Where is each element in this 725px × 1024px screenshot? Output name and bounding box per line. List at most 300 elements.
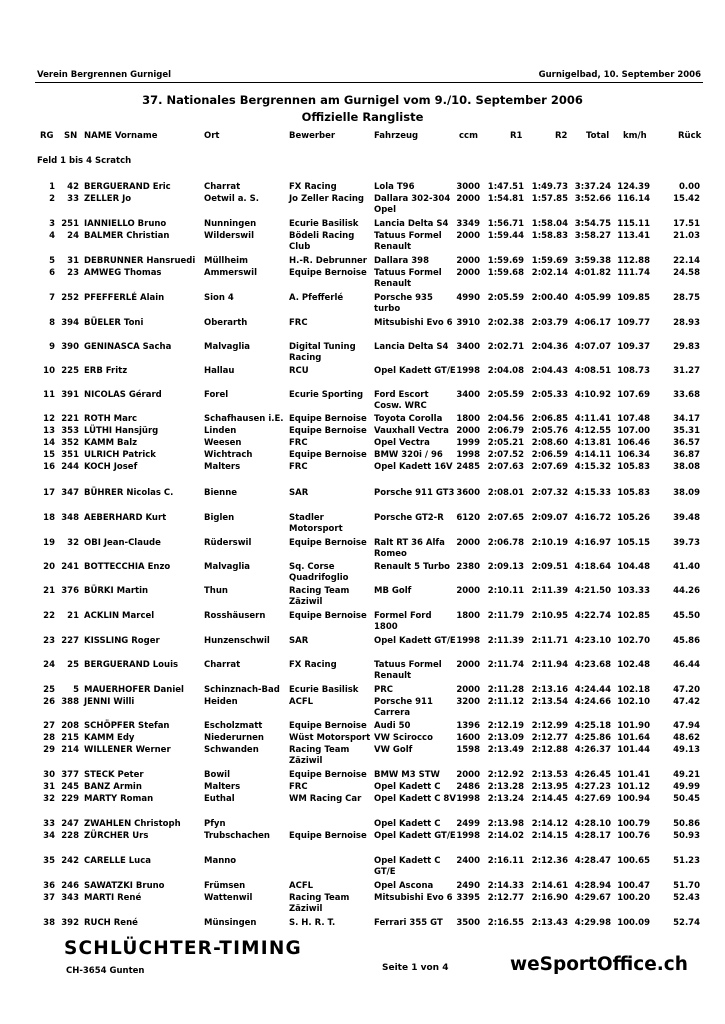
cell-ort: Oberarth bbox=[204, 318, 248, 328]
cell-total: 4:26.45 bbox=[574, 770, 611, 780]
cell-kmh: 102.10 bbox=[617, 697, 650, 707]
cell-rg: 30 bbox=[43, 770, 55, 780]
cell-fahrzeug: Ford Escort Cosw. WRC bbox=[374, 390, 429, 411]
cell-r1: 1:59.44 bbox=[487, 231, 524, 241]
cell-ccm: 1998 bbox=[456, 831, 480, 841]
header-place-date: Gurnigelbad, 10. September 2006 bbox=[538, 70, 701, 80]
cell-rueck: 50.86 bbox=[673, 819, 700, 829]
cell-fahrzeug: Mitsubishi Evo 6 bbox=[374, 893, 453, 903]
cell-r2: 1:58.83 bbox=[531, 231, 568, 241]
cell-fahrzeug: Opel Ascona bbox=[374, 881, 434, 891]
cell-rueck: 39.48 bbox=[673, 513, 700, 523]
cell-sn: 388 bbox=[61, 697, 79, 707]
cell-rg: 20 bbox=[43, 562, 55, 572]
cell-r1: 1:56.71 bbox=[487, 219, 524, 229]
cell-ort: Hallau bbox=[204, 366, 235, 376]
cell-ccm: 2499 bbox=[456, 819, 480, 829]
cell-kmh: 107.69 bbox=[617, 390, 650, 400]
column-header-name: NAME Vorname bbox=[84, 131, 158, 141]
cell-fahrzeug: Lancia Delta S4 bbox=[374, 342, 449, 352]
cell-name: BERGUERAND Louis bbox=[84, 660, 179, 670]
cell-r1: 2:11.39 bbox=[487, 636, 524, 646]
cell-ccm: 2380 bbox=[456, 562, 480, 572]
cell-rueck: 49.99 bbox=[673, 782, 700, 792]
cell-ccm: 2000 bbox=[456, 685, 480, 695]
cell-r1: 2:07.65 bbox=[487, 513, 524, 523]
cell-sn: 377 bbox=[61, 770, 79, 780]
cell-r2: 2:14.61 bbox=[531, 881, 568, 891]
cell-ort: Euthal bbox=[204, 794, 235, 804]
cell-rueck: 24.58 bbox=[673, 268, 700, 278]
cell-ccm: 3349 bbox=[456, 219, 480, 229]
cell-kmh: 100.09 bbox=[617, 918, 650, 928]
cell-name: NICOLAS Gérard bbox=[84, 390, 162, 400]
cell-r2: 2:10.19 bbox=[531, 538, 568, 548]
cell-rueck: 50.93 bbox=[673, 831, 700, 841]
cell-kmh: 106.34 bbox=[617, 450, 650, 460]
cell-total: 4:24.66 bbox=[574, 697, 611, 707]
cell-rueck: 17.51 bbox=[673, 219, 700, 229]
cell-ccm: 3200 bbox=[456, 697, 480, 707]
cell-bewerber: ACFL bbox=[289, 881, 314, 891]
cell-r2: 2:06.85 bbox=[531, 414, 568, 424]
cell-r1: 2:14.33 bbox=[487, 881, 524, 891]
cell-r1: 2:14.02 bbox=[487, 831, 524, 841]
cell-rg: 23 bbox=[43, 636, 55, 646]
cell-r2: 1:58.04 bbox=[531, 219, 568, 229]
cell-total: 4:25.86 bbox=[574, 733, 611, 743]
cell-total: 4:15.32 bbox=[574, 462, 611, 472]
cell-rg: 19 bbox=[43, 538, 55, 548]
cell-name: MARTY Roman bbox=[84, 794, 154, 804]
cell-sn: 351 bbox=[61, 450, 79, 460]
cell-kmh: 103.33 bbox=[617, 586, 650, 596]
cell-bewerber: Ecurie Sporting bbox=[289, 390, 364, 400]
cell-ort: Manno bbox=[204, 856, 237, 866]
cell-bewerber: Equipe Bernoise bbox=[289, 538, 367, 548]
cell-rueck: 38.08 bbox=[673, 462, 700, 472]
cell-ort: Malters bbox=[204, 782, 241, 792]
cell-kmh: 100.47 bbox=[617, 881, 650, 891]
cell-rueck: 21.03 bbox=[673, 231, 700, 241]
cell-r1: 2:13.09 bbox=[487, 733, 524, 743]
cell-rg: 12 bbox=[43, 414, 55, 424]
cell-ccm: 1600 bbox=[456, 733, 480, 743]
cell-ccm: 1998 bbox=[456, 794, 480, 804]
cell-r2: 2:02.14 bbox=[531, 268, 568, 278]
cell-name: ACKLIN Marcel bbox=[84, 611, 155, 621]
cell-total: 4:23.68 bbox=[574, 660, 611, 670]
cell-rg: 29 bbox=[43, 745, 55, 755]
cell-r2: 2:10.95 bbox=[531, 611, 568, 621]
cell-bewerber: WM Racing Car bbox=[289, 794, 362, 804]
cell-bewerber: SAR bbox=[289, 636, 309, 646]
cell-rueck: 28.93 bbox=[673, 318, 700, 328]
cell-total: 4:12.55 bbox=[574, 426, 611, 436]
cell-r2: 2:06.59 bbox=[531, 450, 568, 460]
cell-name: CARELLE Luca bbox=[84, 856, 152, 866]
cell-r2: 2:07.69 bbox=[531, 462, 568, 472]
cell-sn: 376 bbox=[61, 586, 79, 596]
cell-r2: 1:49.73 bbox=[531, 182, 568, 192]
cell-ort: Rüderswil bbox=[204, 538, 252, 548]
cell-rg: 36 bbox=[43, 881, 55, 891]
cell-ort: Schwanden bbox=[204, 745, 259, 755]
cell-r1: 2:07.52 bbox=[487, 450, 524, 460]
cell-total: 4:22.74 bbox=[574, 611, 611, 621]
cell-sn: 42 bbox=[67, 182, 79, 192]
cell-bewerber: Bödeli Racing Club bbox=[289, 231, 355, 252]
cell-bewerber: RCU bbox=[289, 366, 309, 376]
cell-ccm: 3500 bbox=[456, 918, 480, 928]
cell-kmh: 113.41 bbox=[617, 231, 650, 241]
cell-ccm: 6120 bbox=[456, 513, 480, 523]
cell-r2: 2:16.90 bbox=[531, 893, 568, 903]
cell-r1: 1:59.68 bbox=[487, 268, 524, 278]
cell-total: 4:27.69 bbox=[574, 794, 611, 804]
cell-name: KAMM Balz bbox=[84, 438, 138, 448]
cell-ort: Wattenwil bbox=[204, 893, 253, 903]
cell-total: 4:28.94 bbox=[574, 881, 611, 891]
cell-r2: 2:13.16 bbox=[531, 685, 568, 695]
column-header-total: Total bbox=[586, 131, 610, 141]
cell-rg: 5 bbox=[49, 256, 55, 266]
cell-rg: 17 bbox=[43, 488, 55, 498]
timing-address: CH-3654 Gunten bbox=[66, 966, 145, 976]
cell-ort: Müllheim bbox=[204, 256, 248, 266]
cell-kmh: 124.39 bbox=[617, 182, 650, 192]
cell-kmh: 102.48 bbox=[617, 660, 650, 670]
cell-sn: 245 bbox=[61, 782, 79, 792]
cell-name: GENINASCA Sacha bbox=[84, 342, 172, 352]
cell-ccm: 1999 bbox=[456, 438, 480, 448]
cell-total: 4:29.67 bbox=[574, 893, 611, 903]
cell-r2: 2:12.77 bbox=[531, 733, 568, 743]
cell-ort: Trubschachen bbox=[204, 831, 270, 841]
cell-total: 4:27.23 bbox=[574, 782, 611, 792]
cell-r2: 2:11.71 bbox=[531, 636, 568, 646]
cell-fahrzeug: Tatuus Formel Renault bbox=[374, 231, 442, 252]
cell-ort: Schafhausen i.E. bbox=[204, 414, 284, 424]
cell-ort: Bowil bbox=[204, 770, 230, 780]
cell-ccm: 3600 bbox=[456, 488, 480, 498]
cell-rueck: 15.42 bbox=[673, 194, 700, 204]
cell-fahrzeug: Opel Vectra bbox=[374, 438, 430, 448]
column-header-ccm: ccm bbox=[459, 131, 478, 141]
cell-rg: 11 bbox=[43, 390, 55, 400]
cell-r1: 1:47.51 bbox=[487, 182, 524, 192]
cell-ort: Ammerswil bbox=[204, 268, 257, 278]
cell-name: BÜRKI Martin bbox=[84, 586, 149, 596]
cell-total: 4:21.50 bbox=[574, 586, 611, 596]
cell-kmh: 108.73 bbox=[617, 366, 650, 376]
cell-sn: 392 bbox=[61, 918, 79, 928]
cell-rueck: 41.40 bbox=[673, 562, 700, 572]
column-header-bewerber: Bewerber bbox=[289, 131, 336, 141]
cell-total: 4:28.10 bbox=[574, 819, 611, 829]
cell-r1: 2:07.63 bbox=[487, 462, 524, 472]
cell-total: 4:24.44 bbox=[574, 685, 611, 695]
cell-ccm: 2000 bbox=[456, 538, 480, 548]
cell-sn: 221 bbox=[61, 414, 79, 424]
cell-rueck: 0.00 bbox=[679, 182, 700, 192]
cell-fahrzeug: Opel Kadett C GT/E bbox=[374, 856, 441, 877]
cell-rg: 14 bbox=[43, 438, 55, 448]
cell-fahrzeug: Formel Ford 1800 bbox=[374, 611, 432, 632]
cell-bewerber: Equipe Bernoise bbox=[289, 611, 367, 621]
cell-name: AMWEG Thomas bbox=[84, 268, 162, 278]
cell-sn: 244 bbox=[61, 462, 79, 472]
cell-r2: 1:59.69 bbox=[531, 256, 568, 266]
cell-fahrzeug: Opel Kadett 16V bbox=[374, 462, 453, 472]
cell-ccm: 1396 bbox=[456, 721, 480, 731]
cell-fahrzeug: PRC bbox=[374, 685, 394, 695]
cell-r2: 2:05.33 bbox=[531, 390, 568, 400]
column-header-r2: R2 bbox=[555, 131, 568, 141]
cell-bewerber: Equipe Bernoise bbox=[289, 770, 367, 780]
cell-ccm: 1800 bbox=[456, 414, 480, 424]
cell-rg: 15 bbox=[43, 450, 55, 460]
cell-bewerber: S. H. R. T. bbox=[289, 918, 336, 928]
cell-r1: 2:11.12 bbox=[487, 697, 524, 707]
cell-ort: Nunningen bbox=[204, 219, 257, 229]
cell-ccm: 3400 bbox=[456, 390, 480, 400]
cell-total: 3:52.66 bbox=[574, 194, 611, 204]
cell-sn: 33 bbox=[67, 194, 79, 204]
cell-name: JENNI Willi bbox=[84, 697, 135, 707]
timing-logo: SCHLÜCHTER-TIMING bbox=[64, 938, 302, 959]
cell-fahrzeug: Opel Kadett GT/E bbox=[374, 366, 456, 376]
cell-bewerber: Equipe Bernoise bbox=[289, 831, 367, 841]
cell-name: ROTH Marc bbox=[84, 414, 138, 424]
cell-bewerber: FRC bbox=[289, 782, 308, 792]
cell-bewerber: Jo Zeller Racing bbox=[289, 194, 365, 204]
cell-bewerber: Racing Team Zäziwil bbox=[289, 893, 350, 914]
cell-ort: Malvaglia bbox=[204, 562, 251, 572]
cell-sn: 225 bbox=[61, 366, 79, 376]
cell-bewerber: Equipe Bernoise bbox=[289, 721, 367, 731]
cell-total: 4:16.97 bbox=[574, 538, 611, 548]
cell-sn: 251 bbox=[61, 219, 79, 229]
column-header-r1: R1 bbox=[510, 131, 523, 141]
cell-fahrzeug: Dallara 398 bbox=[374, 256, 429, 266]
cell-r1: 1:59.69 bbox=[487, 256, 524, 266]
cell-sn: 353 bbox=[61, 426, 79, 436]
cell-rueck: 29.83 bbox=[673, 342, 700, 352]
cell-rg: 33 bbox=[43, 819, 55, 829]
cell-kmh: 100.94 bbox=[617, 794, 650, 804]
cell-name: ZWAHLEN Christoph bbox=[84, 819, 181, 829]
cell-rg: 27 bbox=[43, 721, 55, 731]
cell-ort: Hunzenschwil bbox=[204, 636, 270, 646]
column-header-fahrzeug: Fahrzeug bbox=[374, 131, 419, 141]
cell-name: ZELLER Jo bbox=[84, 194, 132, 204]
cell-bewerber: FRC bbox=[289, 462, 308, 472]
cell-fahrzeug: BMW M3 STW bbox=[374, 770, 440, 780]
header-rule bbox=[35, 82, 703, 83]
cell-name: ZÜRCHER Urs bbox=[84, 831, 149, 841]
cell-ort: Charrat bbox=[204, 182, 241, 192]
cell-sn: 215 bbox=[61, 733, 79, 743]
cell-ccm: 1998 bbox=[456, 366, 480, 376]
cell-name: KAMM Edy bbox=[84, 733, 135, 743]
cell-name: RUCH René bbox=[84, 918, 138, 928]
cell-ort: Thun bbox=[204, 586, 228, 596]
cell-total: 4:05.99 bbox=[574, 293, 611, 303]
cell-rg: 3 bbox=[49, 219, 55, 229]
cell-bewerber: FX Racing bbox=[289, 182, 337, 192]
cell-ort: Frümsen bbox=[204, 881, 246, 891]
cell-r2: 2:09.07 bbox=[531, 513, 568, 523]
cell-r2: 2:05.76 bbox=[531, 426, 568, 436]
cell-bewerber: FRC bbox=[289, 438, 308, 448]
cell-ort: Niederurnen bbox=[204, 733, 264, 743]
cell-fahrzeug: Opel Kadett C bbox=[374, 782, 441, 792]
cell-total: 3:58.27 bbox=[574, 231, 611, 241]
page-number: Seite 1 von 4 bbox=[382, 963, 449, 973]
cell-sn: 227 bbox=[61, 636, 79, 646]
cell-total: 4:26.37 bbox=[574, 745, 611, 755]
cell-rueck: 35.31 bbox=[673, 426, 700, 436]
cell-bewerber: Equipe Bernoise bbox=[289, 426, 367, 436]
cell-fahrzeug: MB Golf bbox=[374, 586, 412, 596]
cell-rg: 8 bbox=[49, 318, 55, 328]
cell-r1: 2:08.01 bbox=[487, 488, 524, 498]
cell-rueck: 33.68 bbox=[673, 390, 700, 400]
cell-sn: 394 bbox=[61, 318, 79, 328]
cell-rg: 35 bbox=[43, 856, 55, 866]
cell-kmh: 115.11 bbox=[617, 219, 650, 229]
cell-r1: 2:04.08 bbox=[487, 366, 524, 376]
cell-r2: 2:12.36 bbox=[531, 856, 568, 866]
cell-kmh: 109.85 bbox=[617, 293, 650, 303]
cell-bewerber: SAR bbox=[289, 488, 309, 498]
cell-sn: 214 bbox=[61, 745, 79, 755]
cell-rg: 21 bbox=[43, 586, 55, 596]
cell-r2: 2:14.45 bbox=[531, 794, 568, 804]
cell-ccm: 2000 bbox=[456, 586, 480, 596]
cell-fahrzeug: Opel Kadett C 8V bbox=[374, 794, 456, 804]
cell-r2: 2:12.88 bbox=[531, 745, 568, 755]
cell-kmh: 100.76 bbox=[617, 831, 650, 841]
cell-fahrzeug: Toyota Corolla bbox=[374, 414, 443, 424]
cell-ccm: 2490 bbox=[456, 881, 480, 891]
cell-fahrzeug: Lancia Delta S4 bbox=[374, 219, 449, 229]
cell-total: 4:08.51 bbox=[574, 366, 611, 376]
cell-rg: 6 bbox=[49, 268, 55, 278]
cell-r2: 2:11.94 bbox=[531, 660, 568, 670]
cell-r2: 2:13.53 bbox=[531, 770, 568, 780]
cell-name: BALMER Christian bbox=[84, 231, 170, 241]
cell-total: 4:14.11 bbox=[574, 450, 611, 460]
cell-r1: 2:05.59 bbox=[487, 390, 524, 400]
cell-bewerber: ACFL bbox=[289, 697, 314, 707]
cell-ccm: 1998 bbox=[456, 450, 480, 460]
cell-rueck: 44.26 bbox=[673, 586, 700, 596]
cell-rg: 4 bbox=[49, 231, 55, 241]
cell-r2: 2:14.15 bbox=[531, 831, 568, 841]
cell-r2: 2:08.60 bbox=[531, 438, 568, 448]
cell-name: BÜHRER Nicolas C. bbox=[84, 488, 174, 498]
cell-rueck: 45.86 bbox=[673, 636, 700, 646]
cell-rueck: 52.74 bbox=[673, 918, 700, 928]
cell-kmh: 112.88 bbox=[617, 256, 650, 266]
cell-ort: Sion 4 bbox=[204, 293, 234, 303]
cell-rueck: 50.45 bbox=[673, 794, 700, 804]
page-title: 37. Nationales Bergrennen am Gurnigel vom 9./10. September 2006 bbox=[142, 93, 583, 107]
cell-rg: 28 bbox=[43, 733, 55, 743]
cell-kmh: 100.79 bbox=[617, 819, 650, 829]
cell-r1: 2:16.55 bbox=[487, 918, 524, 928]
cell-kmh: 105.83 bbox=[617, 462, 650, 472]
cell-sn: 24 bbox=[67, 231, 79, 241]
cell-rueck: 34.17 bbox=[673, 414, 700, 424]
cell-rg: 22 bbox=[43, 611, 55, 621]
cell-fahrzeug: Porsche 911 GT3 bbox=[374, 488, 455, 498]
cell-kmh: 102.18 bbox=[617, 685, 650, 695]
cell-ort: Wichtrach bbox=[204, 450, 253, 460]
cell-rueck: 47.94 bbox=[673, 721, 700, 731]
cell-r1: 2:11.79 bbox=[487, 611, 524, 621]
cell-kmh: 105.15 bbox=[617, 538, 650, 548]
cell-name: DEBRUNNER Hansruedi bbox=[84, 256, 196, 266]
cell-kmh: 101.12 bbox=[617, 782, 650, 792]
cell-ccm: 1800 bbox=[456, 611, 480, 621]
cell-ccm: 2000 bbox=[456, 660, 480, 670]
cell-kmh: 100.20 bbox=[617, 893, 650, 903]
cell-ort: Malters bbox=[204, 462, 241, 472]
cell-kmh: 101.64 bbox=[617, 733, 650, 743]
cell-sn: 347 bbox=[61, 488, 79, 498]
cell-sn: 247 bbox=[61, 819, 79, 829]
cell-fahrzeug: Porsche GT2-R bbox=[374, 513, 444, 523]
cell-r2: 2:11.39 bbox=[531, 586, 568, 596]
cell-fahrzeug: BMW 320i / 96 bbox=[374, 450, 443, 460]
cell-fahrzeug: Opel Kadett C bbox=[374, 819, 441, 829]
cell-ccm: 2000 bbox=[456, 426, 480, 436]
cell-ccm: 2000 bbox=[456, 194, 480, 204]
cell-fahrzeug: Lola T96 bbox=[374, 182, 415, 192]
cell-r2: 2:13.43 bbox=[531, 918, 568, 928]
cell-r2: 2:03.79 bbox=[531, 318, 568, 328]
cell-bewerber: FX Racing bbox=[289, 660, 337, 670]
cell-rg: 38 bbox=[43, 918, 55, 928]
cell-total: 4:28.17 bbox=[574, 831, 611, 841]
cell-rg: 10 bbox=[43, 366, 55, 376]
cell-sn: 32 bbox=[67, 538, 79, 548]
cell-total: 4:11.41 bbox=[574, 414, 611, 424]
cell-ort: Charrat bbox=[204, 660, 241, 670]
cell-name: SAWATZKI Bruno bbox=[84, 881, 165, 891]
cell-ort: Rosshäusern bbox=[204, 611, 266, 621]
cell-total: 4:13.81 bbox=[574, 438, 611, 448]
cell-ccm: 2000 bbox=[456, 231, 480, 241]
cell-ccm: 4990 bbox=[456, 293, 480, 303]
cell-fahrzeug: Ferrari 355 GT bbox=[374, 918, 443, 928]
cell-rueck: 28.75 bbox=[673, 293, 700, 303]
cell-ccm: 2000 bbox=[456, 268, 480, 278]
cell-ccm: 2400 bbox=[456, 856, 480, 866]
cell-fahrzeug: Opel Kadett GT/E bbox=[374, 831, 456, 841]
cell-rg: 1 bbox=[49, 182, 55, 192]
cell-r1: 2:13.98 bbox=[487, 819, 524, 829]
cell-ccm: 3400 bbox=[456, 342, 480, 352]
cell-name: OBI Jean-Claude bbox=[84, 538, 161, 548]
cell-rueck: 51.23 bbox=[673, 856, 700, 866]
cell-sn: 25 bbox=[67, 660, 79, 670]
cell-kmh: 116.14 bbox=[617, 194, 650, 204]
cell-name: LÜTHI Hansjürg bbox=[84, 426, 159, 436]
